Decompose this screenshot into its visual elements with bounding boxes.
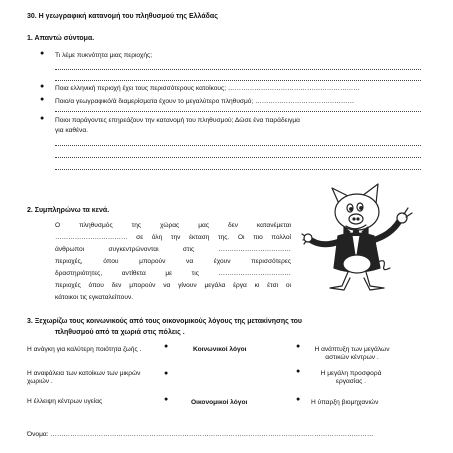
- match-dot[interactable]: ●: [164, 396, 169, 403]
- question-density: Τι λέμε πυκνότητα μιας περιοχής;: [55, 52, 153, 59]
- answer-line[interactable]: [55, 157, 421, 158]
- bullet-icon: ●: [40, 115, 45, 122]
- reason-item: Η ύπαρξη βιομηχανιών: [311, 399, 379, 406]
- economic-reasons-label: Οικονομικοί λόγοι: [191, 399, 248, 406]
- bullet-icon: ●: [40, 83, 45, 90]
- reason-item: Η μεγάλη προσφορά εργασίας .: [320, 370, 382, 385]
- fill-text-line: …………………………… σε όλη την έκταση της. Οι πιο πολλοί: [55, 234, 291, 241]
- answer-line[interactable]: [55, 111, 421, 112]
- section2-heading: 2. Συμπληρώνω τα κενά.: [27, 207, 110, 214]
- match-dot[interactable]: ●: [296, 368, 301, 375]
- social-reasons-label: Κοινωνικοί λόγοι: [193, 346, 247, 353]
- answer-line[interactable]: [55, 69, 421, 70]
- fill-text-line: περιοχές όπου δεν μπορούν να γίνουν μεγάλα έργα κι έτσι οι: [55, 282, 291, 289]
- section3-heading-cont: πληθυσμού από τα χωριά στις πόλεις .: [55, 329, 185, 336]
- section3-heading: 3. Ξεχωρίζω τους κοινωνικούς από τους οικονομικούς λόγους της μετακίνησης του: [27, 318, 302, 325]
- bullet-icon: ●: [40, 96, 45, 103]
- worksheet-title: 30. Η γεωγραφική κατανομή του πληθυσμού της Ελλάδας: [27, 13, 218, 20]
- answer-line[interactable]: [55, 80, 421, 81]
- fill-text-line: Ο πληθυσμός της χώρας μας δεν κατανέμεται: [55, 222, 291, 229]
- answer-line[interactable]: [55, 145, 421, 146]
- reason-item: Η ανάγκη για καλύτερη ποιότητα ζωής .: [27, 346, 142, 353]
- match-dot[interactable]: ●: [164, 343, 169, 350]
- fill-text-line: περιοχές, όπου μπορούν να έχουν περισσότερες: [55, 258, 291, 265]
- question-distribution-factors: Ποιοι παράγοντες επηρεάζουν την κατανομή του πληθυσμού; Δώσε ένα παράδειγμα: [55, 117, 300, 124]
- cartoon-pig-illustration: [300, 182, 420, 294]
- reason-item: Η αναφάλεια των κατοίκων των μικρών χωριών .: [27, 370, 141, 385]
- answer-line[interactable]: [55, 169, 421, 170]
- fill-text-line: δραστηριότητες, αντίθετα με τις ……………………………: [55, 270, 291, 277]
- reason-item: Η ανάπτυξη των μεγάλων αστικών κέντρων .: [314, 346, 390, 361]
- bullet-icon: ●: [40, 50, 45, 57]
- reason-item: Η έλλειψη κέντρων υγείας: [27, 398, 103, 405]
- question-most-populated-region: Ποια ελληνική περιοχή έχει τους περισσότερους κατοίκους; ……………………………………………………: [55, 85, 360, 92]
- match-dot[interactable]: ●: [296, 343, 301, 350]
- fill-text-line: άνθρωποι συγκεντρώνονται στις ……………………………: [55, 246, 291, 253]
- name-field[interactable]: Όνομα: …………………………………………………………………………………………………………………………………: [27, 431, 374, 438]
- question-largest-population-districts: Ποιο/α γεωγραφικό/ά διαμερίσματα έχουν το μεγαλύτερο πληθυσμό; ………………………………………: [55, 98, 355, 105]
- section1-heading: 1. Απαντώ σύντομα.: [27, 35, 95, 42]
- question-distribution-factors-cont: για καθένα.: [55, 127, 88, 134]
- match-dot[interactable]: ●: [296, 396, 301, 403]
- fill-text-line: κάτοικοι τις εγκαταλείπουν.: [55, 294, 134, 301]
- match-dot[interactable]: ●: [164, 370, 169, 377]
